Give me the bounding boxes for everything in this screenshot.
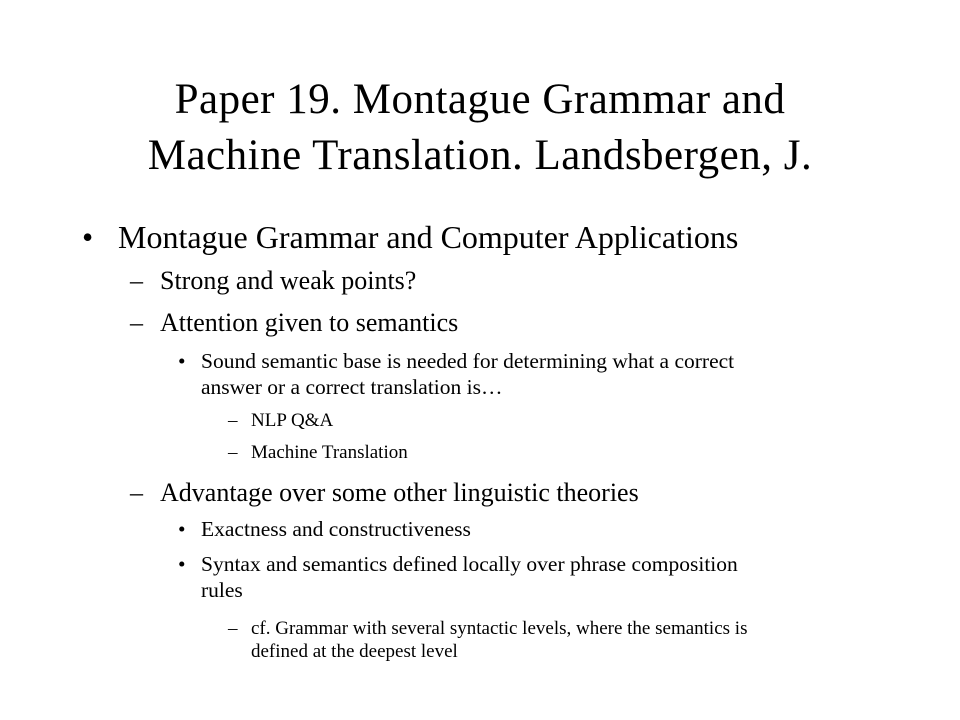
subpoint-text-line-1: cf. Grammar with several syntactic levels, where the semantics is	[251, 618, 748, 639]
bullet-marker: •	[178, 517, 186, 541]
dash-marker: –	[228, 618, 238, 639]
slide-title	[60, 72, 900, 184]
point-text	[201, 348, 734, 400]
sub-bullet-text: Strong and weak points?	[160, 266, 417, 295]
dash-marker: –	[228, 410, 238, 431]
slide-title-line-1: Paper 19. Montague Grammar and	[174, 76, 786, 123]
dash-marker: –	[228, 442, 238, 463]
subpoint-text-line-2: defined at the deepest level	[251, 641, 458, 662]
subpoint-text: Machine Translation	[251, 442, 408, 463]
point-text-line-1: Syntax and semantics defined locally over phrase composition	[201, 552, 738, 576]
subpoint-text	[251, 617, 747, 663]
point-text-line-1: Sound semantic base is needed for determining what a correct	[201, 349, 735, 373]
point-text-line-2: answer or a correct translation is…	[201, 375, 503, 399]
point-text: Exactness and constructiveness	[201, 517, 471, 541]
bullet-marker: •	[178, 552, 186, 576]
slide-title-line-2: Machine Translation. Landsbergen, J.	[147, 132, 813, 179]
bullet-marker: •	[82, 219, 94, 255]
sub-bullet-text: Attention given to semantics	[160, 308, 459, 337]
point-text-line-2: rules	[201, 578, 243, 602]
point-text	[201, 551, 738, 603]
dash-marker: –	[130, 478, 143, 507]
bullet-text: Montague Grammar and Computer Applications	[118, 219, 739, 255]
sub-bullet-text: Advantage over some other linguistic theories	[160, 478, 639, 507]
subpoint-text: NLP Q&A	[251, 410, 334, 431]
dash-marker: –	[130, 266, 143, 295]
bullet-marker: •	[178, 349, 186, 373]
dash-marker: –	[130, 308, 143, 337]
